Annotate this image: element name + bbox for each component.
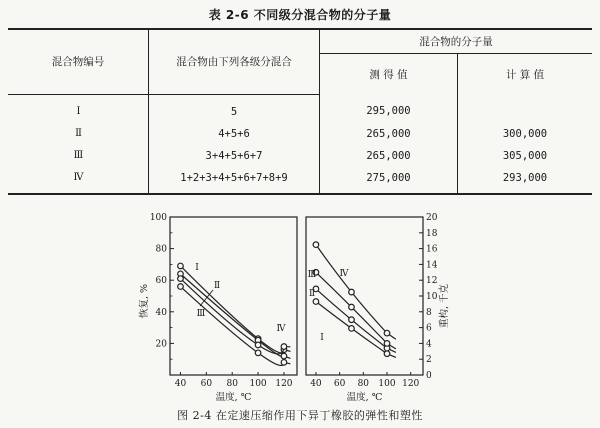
cell-composition: 1+2+3+4+5+6+7+8+9 (149, 167, 320, 194)
cell-measured: 295,000 (320, 94, 458, 123)
x-tick-label: 40 (310, 379, 322, 389)
data-point (384, 341, 390, 347)
y-tick-label: 8 (426, 307, 432, 318)
y-tick-label: 16 (426, 244, 438, 255)
header-calculated: 计 算 值 (458, 54, 593, 95)
series-label: Ⅱ (308, 289, 316, 299)
cell-composition: 4+5+6 (149, 123, 320, 145)
y-tick-label: 10 (426, 292, 438, 302)
x-tick-label: 120 (402, 379, 420, 389)
x-tick-label: 60 (200, 379, 213, 389)
data-point (349, 326, 355, 332)
cell-measured: 275,000 (320, 167, 458, 194)
cell-calculated: 293,000 (458, 167, 593, 194)
x-axis-label: 温度, ℃ (215, 392, 252, 403)
series-label: Ⅰ (320, 333, 324, 343)
y-tick-label: 0 (426, 371, 432, 381)
y-tick-label: 6 (426, 323, 432, 334)
y-tick-label: 80 (155, 244, 167, 255)
cell-composition: 3+4+5+6+7 (149, 145, 320, 167)
x-tick-label: 100 (378, 379, 396, 389)
y-tick-label: 4 (426, 339, 432, 350)
cell-calculated: 300,000 (502, 127, 548, 140)
y-tick-label: 18 (426, 228, 438, 239)
y-tick-label: 12 (426, 276, 438, 287)
x-tick-label: 80 (357, 379, 370, 389)
x-axis-label: 温度, ℃ (346, 392, 383, 403)
y-axis-label: 恢复, % (139, 283, 150, 319)
x-tick-label: 40 (174, 379, 187, 389)
header-mw-group: 混合物的分子量 (320, 29, 593, 54)
data-point (349, 317, 355, 323)
x-tick-label: 120 (275, 379, 293, 389)
header-composition: 混合物由下列各级分混合 (149, 29, 320, 94)
cell-mixture-no: Ⅰ (8, 94, 149, 123)
y-axis-label: 重构, 千克 (439, 283, 450, 329)
chart-recovery (138, 213, 297, 403)
series-label: Ⅰ (195, 263, 199, 273)
header-measured: 测 得 值 (320, 54, 458, 95)
cell-measured: 265,000 (320, 123, 458, 145)
data-point (255, 342, 261, 348)
cell-mixture-no: Ⅳ (8, 167, 149, 194)
series-label: Ⅳ (339, 269, 349, 279)
y-tick-label: 100 (149, 213, 167, 223)
x-tick-label: 80 (226, 379, 238, 389)
data-point (255, 350, 261, 356)
y-tick-label: 2 (426, 355, 432, 366)
plot-frame (170, 217, 297, 375)
series-label: Ⅲ (307, 270, 317, 280)
header-mixture-no: 混合物编号 (8, 29, 149, 94)
y-tick-label: 60 (155, 276, 167, 287)
data-point (281, 360, 287, 366)
y-tick-label: 40 (155, 307, 167, 318)
cell-measured: 265,000 (320, 145, 458, 167)
data-point (178, 284, 184, 290)
series-label: Ⅱ (213, 281, 221, 291)
data-point (349, 304, 355, 310)
data-point (281, 353, 287, 359)
data-point (178, 263, 184, 269)
y-tick-label: 20 (426, 213, 438, 223)
y-tick-label: 20 (155, 339, 167, 350)
series-label: Ⅲ (196, 309, 206, 319)
x-tick-label: 60 (333, 379, 346, 389)
data-point (384, 330, 390, 336)
figure-caption: 图 2-4 在定速压缩作用下异丁橡胶的弹性和塑性 (177, 409, 423, 422)
data-point (349, 289, 355, 295)
cell-composition: 5 (149, 94, 320, 123)
data-point (313, 242, 319, 248)
table-title: 表 2-6 不同级分混合物的分子量 (208, 8, 392, 22)
cell-mixture-no: Ⅲ (8, 145, 149, 167)
series-label: Ⅳ (276, 324, 286, 334)
x-tick-label: 100 (249, 379, 267, 389)
data-point (313, 299, 319, 305)
data-point (281, 344, 287, 350)
cell-mixture-no: Ⅱ (8, 123, 149, 145)
data-point (178, 276, 184, 282)
series-line (316, 245, 396, 340)
chart-load (306, 213, 450, 403)
data-point (384, 351, 390, 357)
y-tick-label: 14 (426, 260, 438, 271)
cell-calculated: 305,000 (502, 149, 548, 162)
